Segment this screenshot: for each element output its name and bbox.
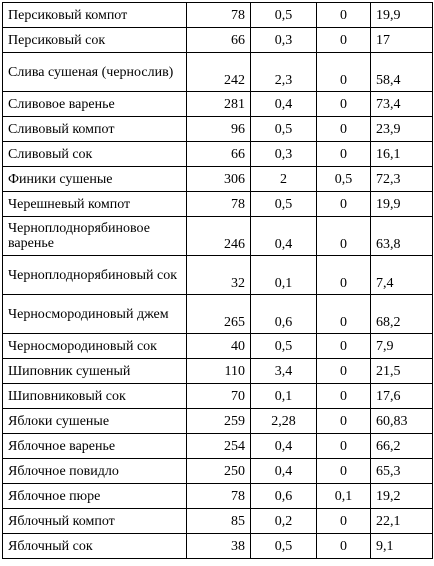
nutrition-table bbox=[2, 2, 433, 559]
value-col3-cell: 0,1 bbox=[251, 256, 317, 295]
table-row bbox=[3, 3, 433, 28]
value-col5-cell: 73,4 bbox=[371, 92, 433, 117]
value-col5-cell: 66,2 bbox=[371, 434, 433, 459]
table-row bbox=[3, 217, 433, 256]
value-col3-cell: 0,4 bbox=[251, 434, 317, 459]
calories-cell: 32 bbox=[187, 256, 251, 295]
value-col3-cell: 0,4 bbox=[251, 459, 317, 484]
table-row bbox=[3, 409, 433, 434]
product-name-cell: Яблочное повидло bbox=[3, 459, 187, 484]
value-col3-cell: 0,2 bbox=[251, 509, 317, 534]
calories-cell: 70 bbox=[187, 384, 251, 409]
product-name-cell: Персиковый компот bbox=[3, 3, 187, 28]
value-col5-cell: 17 bbox=[371, 28, 433, 53]
value-col5-cell: 63,8 bbox=[371, 217, 433, 256]
value-col3-cell: 0,4 bbox=[251, 92, 317, 117]
table-row bbox=[3, 484, 433, 509]
value-col5-cell: 23,9 bbox=[371, 117, 433, 142]
table-row bbox=[3, 509, 433, 534]
table-body bbox=[3, 3, 433, 559]
product-name-cell: Сливовый сок bbox=[3, 142, 187, 167]
table-row bbox=[3, 459, 433, 484]
value-col5-cell: 19,2 bbox=[371, 484, 433, 509]
value-col5-cell: 19,9 bbox=[371, 192, 433, 217]
product-name-cell: Яблочное варенье bbox=[3, 434, 187, 459]
value-col3-cell: 0,6 bbox=[251, 484, 317, 509]
value-col4-cell: 0 bbox=[317, 434, 371, 459]
product-name-cell: Черносмородиновый джем bbox=[3, 295, 187, 334]
value-col4-cell: 0 bbox=[317, 509, 371, 534]
table-row bbox=[3, 334, 433, 359]
product-name-cell: Шиповник сушеный bbox=[3, 359, 187, 384]
value-col4-cell: 0 bbox=[317, 192, 371, 217]
product-name-cell: Финики сушеные bbox=[3, 167, 187, 192]
value-col4-cell: 0 bbox=[317, 295, 371, 334]
value-col3-cell: 3,4 bbox=[251, 359, 317, 384]
value-col4-cell: 0 bbox=[317, 384, 371, 409]
value-col3-cell: 0,3 bbox=[251, 142, 317, 167]
value-col4-cell: 0 bbox=[317, 3, 371, 28]
calories-cell: 40 bbox=[187, 334, 251, 359]
value-col4-cell: 0 bbox=[317, 334, 371, 359]
table-row bbox=[3, 28, 433, 53]
product-name-cell: Яблочный компот bbox=[3, 509, 187, 534]
table-row bbox=[3, 53, 433, 92]
calories-cell: 250 bbox=[187, 459, 251, 484]
calories-cell: 259 bbox=[187, 409, 251, 434]
value-col4-cell: 0 bbox=[317, 534, 371, 559]
table-row bbox=[3, 142, 433, 167]
value-col4-cell: 0 bbox=[317, 142, 371, 167]
calories-cell: 78 bbox=[187, 3, 251, 28]
calories-cell: 78 bbox=[187, 192, 251, 217]
table-row bbox=[3, 92, 433, 117]
product-name-cell: Яблочное пюре bbox=[3, 484, 187, 509]
value-col4-cell: 0 bbox=[317, 28, 371, 53]
calories-cell: 96 bbox=[187, 117, 251, 142]
calories-cell: 66 bbox=[187, 142, 251, 167]
value-col4-cell: 0 bbox=[317, 53, 371, 92]
value-col3-cell: 2 bbox=[251, 167, 317, 192]
value-col3-cell: 0,5 bbox=[251, 117, 317, 142]
value-col5-cell: 17,6 bbox=[371, 384, 433, 409]
value-col3-cell: 2,3 bbox=[251, 53, 317, 92]
table-row bbox=[3, 117, 433, 142]
product-name-cell: Сливовое варенье bbox=[3, 92, 187, 117]
table-row bbox=[3, 359, 433, 384]
product-name-cell: Яблочный сок bbox=[3, 534, 187, 559]
value-col5-cell: 72,3 bbox=[371, 167, 433, 192]
value-col5-cell: 60,83 bbox=[371, 409, 433, 434]
product-name-cell: Черноплоднорябиновый сок bbox=[3, 256, 187, 295]
calories-cell: 265 bbox=[187, 295, 251, 334]
value-col5-cell: 58,4 bbox=[371, 53, 433, 92]
calories-cell: 306 bbox=[187, 167, 251, 192]
product-name-cell: Сливовый компот bbox=[3, 117, 187, 142]
table-row bbox=[3, 256, 433, 295]
product-name-cell: Персиковый сок bbox=[3, 28, 187, 53]
value-col5-cell: 7,4 bbox=[371, 256, 433, 295]
product-name-cell: Яблоки сушеные bbox=[3, 409, 187, 434]
value-col3-cell: 0,4 bbox=[251, 217, 317, 256]
calories-cell: 281 bbox=[187, 92, 251, 117]
calories-cell: 78 bbox=[187, 484, 251, 509]
value-col5-cell: 68,2 bbox=[371, 295, 433, 334]
table-row bbox=[3, 434, 433, 459]
value-col4-cell: 0,1 bbox=[317, 484, 371, 509]
table-row bbox=[3, 295, 433, 334]
calories-cell: 254 bbox=[187, 434, 251, 459]
product-name-cell: Черноплоднорябиновое варенье bbox=[3, 217, 187, 256]
calories-cell: 66 bbox=[187, 28, 251, 53]
value-col3-cell: 0,5 bbox=[251, 534, 317, 559]
product-name-cell: Черносмородиновый сок bbox=[3, 334, 187, 359]
value-col5-cell: 7,9 bbox=[371, 334, 433, 359]
value-col3-cell: 0,5 bbox=[251, 334, 317, 359]
value-col3-cell: 0,1 bbox=[251, 384, 317, 409]
value-col3-cell: 0,5 bbox=[251, 192, 317, 217]
product-name-cell: Шиповниковый сок bbox=[3, 384, 187, 409]
value-col4-cell: 0 bbox=[317, 359, 371, 384]
product-name-cell: Черешневый компот bbox=[3, 192, 187, 217]
table-row bbox=[3, 192, 433, 217]
table-row bbox=[3, 384, 433, 409]
value-col5-cell: 65,3 bbox=[371, 459, 433, 484]
table-row bbox=[3, 167, 433, 192]
table-row bbox=[3, 534, 433, 559]
calories-cell: 242 bbox=[187, 53, 251, 92]
product-name-cell: Слива сушеная (чернослив) bbox=[3, 53, 187, 92]
value-col3-cell: 0,5 bbox=[251, 3, 317, 28]
value-col5-cell: 16,1 bbox=[371, 142, 433, 167]
value-col5-cell: 19,9 bbox=[371, 3, 433, 28]
calories-cell: 110 bbox=[187, 359, 251, 384]
value-col4-cell: 0 bbox=[317, 459, 371, 484]
value-col4-cell: 0 bbox=[317, 217, 371, 256]
value-col4-cell: 0,5 bbox=[317, 167, 371, 192]
value-col4-cell: 0 bbox=[317, 92, 371, 117]
value-col4-cell: 0 bbox=[317, 256, 371, 295]
value-col4-cell: 0 bbox=[317, 409, 371, 434]
value-col3-cell: 2,28 bbox=[251, 409, 317, 434]
calories-cell: 38 bbox=[187, 534, 251, 559]
calories-cell: 85 bbox=[187, 509, 251, 534]
value-col5-cell: 22,1 bbox=[371, 509, 433, 534]
value-col5-cell: 21,5 bbox=[371, 359, 433, 384]
calories-cell: 246 bbox=[187, 217, 251, 256]
value-col5-cell: 9,1 bbox=[371, 534, 433, 559]
value-col3-cell: 0,3 bbox=[251, 28, 317, 53]
value-col3-cell: 0,6 bbox=[251, 295, 317, 334]
value-col4-cell: 0 bbox=[317, 117, 371, 142]
